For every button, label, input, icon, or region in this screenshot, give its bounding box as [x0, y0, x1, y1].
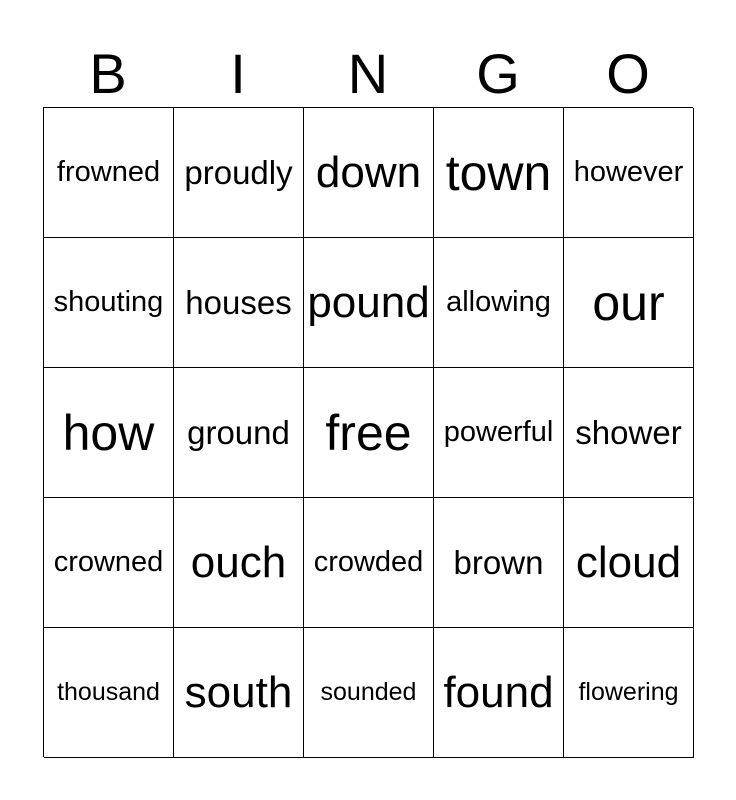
- bingo-cell: free: [304, 368, 434, 498]
- bingo-cell: flowering: [564, 628, 694, 758]
- header-letter-b: B: [89, 42, 127, 105]
- bingo-cell: crowded: [304, 498, 434, 628]
- bingo-cell: shouting: [44, 238, 174, 368]
- bingo-cell: proudly: [174, 108, 304, 238]
- header-letter-n: N: [347, 42, 389, 105]
- bingo-cell: crowned: [44, 498, 174, 628]
- bingo-cell: our: [564, 238, 694, 368]
- bingo-cell: shower: [564, 368, 694, 498]
- bingo-cell: powerful: [434, 368, 564, 498]
- bingo-cell: pound: [304, 238, 434, 368]
- bingo-cell: however: [564, 108, 694, 238]
- bingo-board: [43, 107, 693, 757]
- bingo-cell: down: [304, 108, 434, 238]
- bingo-cell: how: [44, 368, 174, 498]
- bingo-cell: cloud: [564, 498, 694, 628]
- header-letter-g: G: [476, 42, 520, 105]
- bingo-header: [43, 40, 693, 108]
- bingo-cell: houses: [174, 238, 304, 368]
- bingo-cell: allowing: [434, 238, 564, 368]
- header-letter-o: O: [606, 42, 650, 105]
- header-letter-i: I: [230, 42, 246, 105]
- bingo-cell: south: [174, 628, 304, 758]
- bingo-cell: town: [434, 108, 564, 238]
- bingo-cell: sounded: [304, 628, 434, 758]
- bingo-cell: frowned: [44, 108, 174, 238]
- bingo-cell: brown: [434, 498, 564, 628]
- bingo-cell: ground: [174, 368, 304, 498]
- bingo-cell: found: [434, 628, 564, 758]
- bingo-cell: thousand: [44, 628, 174, 758]
- bingo-cell: ouch: [174, 498, 304, 628]
